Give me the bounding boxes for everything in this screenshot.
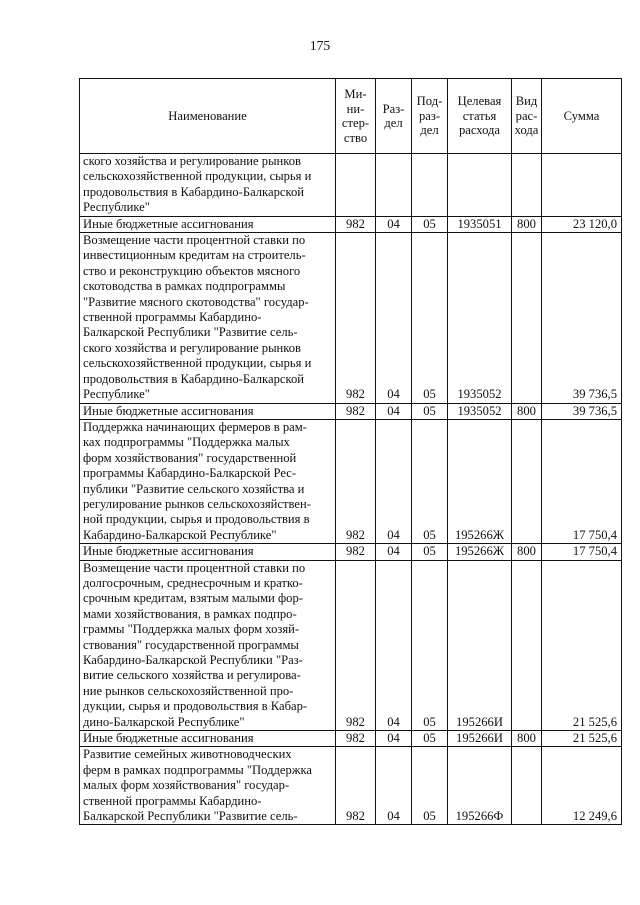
row-amount: 21 525,6 — [542, 731, 622, 747]
table-row — [80, 216, 622, 232]
row-expense-type — [512, 747, 542, 825]
table-row — [80, 419, 622, 543]
row-subsection: 05 — [412, 731, 448, 747]
row-subsection: 05 — [412, 544, 448, 560]
row-section: 04 — [376, 731, 412, 747]
row-amount: 17 750,4 — [542, 419, 622, 543]
row-expense-type: 800 — [512, 403, 542, 419]
row-subsection: 05 — [412, 216, 448, 232]
row-target-article: 195266Ж — [448, 419, 512, 543]
row-ministry: 982 — [336, 747, 376, 825]
row-ministry — [336, 154, 376, 217]
row-amount — [542, 154, 622, 217]
row-name: Поддержка начинающих фермеров в рам- ках подпрограммы "Поддержка малых форм хозяйствования" государственной программы Кабардино-Балкарской Рес- публики "Развитие сельского хозяйства и регулирование рынков сельскохозяйствен- ной продукции, сырья и продовольствия в Кабардино-Балкарской Республике" — [80, 419, 336, 543]
row-section: 04 — [376, 560, 412, 730]
table-row — [80, 403, 622, 419]
table-row — [80, 154, 622, 217]
row-name: Возмещение части процентной ставки по долгосрочным, среднесрочным и кратко- срочным кредитам, взятым малыми фор- мами хозяйствования, в рамках подпро- граммы "Поддержка малых форм хозяй- ствования" государственной программы Кабардино-Балкарской Республики "Раз- витие сельского хозяйства и регулирова- ние рынков сельскохозяйственной про- дукции, сырья и продовольствия в Кабар- дино-Балкарской Республике" — [80, 560, 336, 730]
budget-table — [79, 78, 622, 825]
row-section: 04 — [376, 216, 412, 232]
row-target-article — [448, 154, 512, 217]
row-amount: 39 736,5 — [542, 233, 622, 403]
page-number: 175 — [309, 38, 331, 53]
row-amount: 21 525,6 — [542, 560, 622, 730]
row-ministry: 982 — [336, 216, 376, 232]
row-name: Развитие семейных животноводческих ферм в рамках подпрограммы "Поддержка малых форм хозяйствования" государ- ственной программы Кабардино- Балкарской Республики "Развитие сель- — [80, 747, 336, 825]
row-target-article: 1935051 — [448, 216, 512, 232]
row-ministry: 982 — [336, 419, 376, 543]
row-name: Иные бюджетные ассигнования — [80, 544, 336, 560]
row-section — [376, 154, 412, 217]
row-name: Иные бюджетные ассигнования — [80, 403, 336, 419]
row-target-article: 1935052 — [448, 403, 512, 419]
table-row — [80, 560, 622, 730]
row-subsection: 05 — [412, 560, 448, 730]
row-target-article: 195266Ф — [448, 747, 512, 825]
header-target-article: Целевая статья расхода — [448, 79, 512, 154]
row-section: 04 — [376, 747, 412, 825]
row-subsection: 05 — [412, 233, 448, 403]
row-section: 04 — [376, 544, 412, 560]
row-target-article: 195266Ж — [448, 544, 512, 560]
row-subsection — [412, 154, 448, 217]
row-name: Возмещение части процентной ставки по инвестиционным кредитам на строитель- ство и реконструкцию объектов мясного скотоводства в рамках подпрограммы "Развитие мясного скотоводства" государ- ственной программы Кабардино- Балкарской Республики "Развитие сель- ского хозяйства и регулирование рынков сельскохозяйственной продукции, сырья и продовольствия в Кабардино-Балкарской Республике" — [80, 233, 336, 403]
header-ministry: Ми- ни- стер- ство — [336, 79, 376, 154]
row-expense-type: 800 — [512, 731, 542, 747]
row-name: ского хозяйства и регулирование рынков сельскохозяйственной продукции, сырья и продовольствия в Кабардино-Балкарской Республике" — [80, 154, 336, 217]
row-ministry: 982 — [336, 233, 376, 403]
row-expense-type — [512, 419, 542, 543]
table-row — [80, 731, 622, 747]
row-expense-type: 800 — [512, 216, 542, 232]
row-subsection: 05 — [412, 419, 448, 543]
header-subsection: Под- раз- дел — [412, 79, 448, 154]
row-expense-type — [512, 233, 542, 403]
row-ministry: 982 — [336, 731, 376, 747]
row-target-article: 1935052 — [448, 233, 512, 403]
row-ministry: 982 — [336, 544, 376, 560]
row-subsection: 05 — [412, 403, 448, 419]
row-ministry: 982 — [336, 403, 376, 419]
row-amount: 23 120,0 — [542, 216, 622, 232]
header-section: Раз- дел — [376, 79, 412, 154]
row-subsection: 05 — [412, 747, 448, 825]
row-section: 04 — [376, 233, 412, 403]
table-row — [80, 233, 622, 403]
header-name: Наименование — [80, 79, 336, 154]
header-amount: Сумма — [542, 79, 622, 154]
row-expense-type — [512, 560, 542, 730]
row-target-article: 195266И — [448, 560, 512, 730]
row-amount: 39 736,5 — [542, 403, 622, 419]
row-name: Иные бюджетные ассигнования — [80, 216, 336, 232]
row-section: 04 — [376, 403, 412, 419]
row-amount: 17 750,4 — [542, 544, 622, 560]
row-expense-type — [512, 154, 542, 217]
row-section: 04 — [376, 419, 412, 543]
row-name: Иные бюджетные ассигнования — [80, 731, 336, 747]
table-row — [80, 747, 622, 825]
row-ministry: 982 — [336, 560, 376, 730]
table-header-row — [80, 79, 622, 154]
header-expense-type: Вид рас- хода — [512, 79, 542, 154]
row-expense-type: 800 — [512, 544, 542, 560]
row-target-article: 195266И — [448, 731, 512, 747]
table-row — [80, 544, 622, 560]
row-amount: 12 249,6 — [542, 747, 622, 825]
